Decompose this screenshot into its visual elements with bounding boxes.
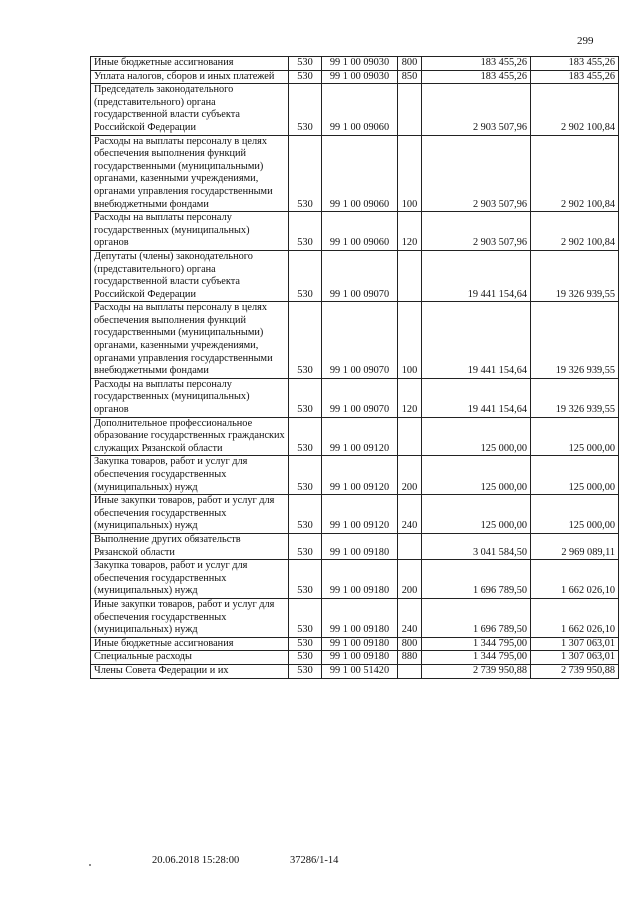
row-code-cell: 530: [289, 664, 322, 678]
row-sum2-cell: 19 326 939,55: [531, 378, 619, 417]
row-name-cell: Специальные расходы: [91, 651, 289, 665]
row-code-cell: 530: [289, 302, 322, 379]
row-sum2-cell: 2 902 100,84: [531, 212, 619, 251]
row-vr-cell: 200: [398, 456, 422, 495]
row-csr-cell: 99 1 00 09120: [322, 495, 398, 534]
table-row: [91, 70, 619, 84]
row-csr-cell: 99 1 00 09180: [322, 598, 398, 637]
table-row: [91, 135, 619, 212]
row-name-cell: Закупка товаров, работ и услуг для обеспечения государственных (муниципальных) нужд: [91, 560, 289, 599]
row-sum2-cell: 2 739 950,88: [531, 664, 619, 678]
row-csr-cell: 99 1 00 09070: [322, 250, 398, 301]
table-row: [91, 302, 619, 379]
row-code-cell: 530: [289, 417, 322, 456]
row-name-cell: Дополнительное профессиональное образование государственных гражданских служащих Рязанской области: [91, 417, 289, 456]
row-sum2-cell: 19 326 939,55: [531, 250, 619, 301]
row-name-cell: Уплата налогов, сборов и иных платежей: [91, 70, 289, 84]
row-sum2-cell: 125 000,00: [531, 417, 619, 456]
row-sum2-cell: 1 307 063,01: [531, 651, 619, 665]
row-vr-cell: 240: [398, 598, 422, 637]
row-csr-cell: 99 1 00 09060: [322, 84, 398, 135]
row-csr-cell: 99 1 00 09120: [322, 456, 398, 495]
row-vr-cell: 800: [398, 57, 422, 71]
row-sum1-cell: 2 903 507,96: [422, 84, 531, 135]
row-code-cell: 530: [289, 135, 322, 212]
row-code-cell: 530: [289, 560, 322, 599]
row-code-cell: 530: [289, 598, 322, 637]
table-row: [91, 57, 619, 71]
row-vr-cell: 100: [398, 302, 422, 379]
table-row: [91, 378, 619, 417]
table-row: [91, 664, 619, 678]
row-code-cell: 530: [289, 456, 322, 495]
row-csr-cell: 99 1 00 09120: [322, 417, 398, 456]
row-csr-cell: 99 1 00 09070: [322, 378, 398, 417]
row-name-cell: Расходы на выплаты персоналу государственных (муниципальных) органов: [91, 212, 289, 251]
budget-table: [90, 56, 619, 679]
page-number: 299: [577, 35, 594, 47]
row-sum2-cell: 183 455,26: [531, 57, 619, 71]
row-sum2-cell: 2 969 089,11: [531, 533, 619, 559]
row-csr-cell: 99 1 00 09180: [322, 533, 398, 559]
row-vr-cell: [398, 533, 422, 559]
row-vr-cell: 850: [398, 70, 422, 84]
row-sum1-cell: 19 441 154,64: [422, 378, 531, 417]
row-sum1-cell: 2 903 507,96: [422, 212, 531, 251]
row-code-cell: 530: [289, 533, 322, 559]
row-code-cell: 530: [289, 651, 322, 665]
row-name-cell: Депутаты (члены) законодательного (представительного) органа государственной власти субъекта Российской Федерации: [91, 250, 289, 301]
row-csr-cell: 99 1 00 09180: [322, 651, 398, 665]
row-sum2-cell: 19 326 939,55: [531, 302, 619, 379]
row-csr-cell: 99 1 00 09060: [322, 212, 398, 251]
row-sum1-cell: 183 455,26: [422, 70, 531, 84]
row-code-cell: 530: [289, 57, 322, 71]
row-sum2-cell: 125 000,00: [531, 495, 619, 534]
row-vr-cell: [398, 250, 422, 301]
row-sum1-cell: 2 903 507,96: [422, 135, 531, 212]
row-code-cell: 530: [289, 637, 322, 651]
row-sum2-cell: 1 307 063,01: [531, 637, 619, 651]
row-code-cell: 530: [289, 495, 322, 534]
row-sum1-cell: 1 344 795,00: [422, 651, 531, 665]
row-sum1-cell: 2 739 950,88: [422, 664, 531, 678]
row-vr-cell: 800: [398, 637, 422, 651]
row-sum1-cell: 1 696 789,50: [422, 560, 531, 599]
row-csr-cell: 99 1 00 09060: [322, 135, 398, 212]
row-vr-cell: [398, 84, 422, 135]
row-vr-cell: [398, 664, 422, 678]
scan-artifact: [89, 864, 91, 866]
row-name-cell: Члены Совета Федерации и их: [91, 664, 289, 678]
footer-datetime: 20.06.2018 15:28:00: [152, 855, 240, 866]
row-name-cell: Иные бюджетные ассигнования: [91, 57, 289, 71]
row-sum1-cell: 125 000,00: [422, 417, 531, 456]
row-name-cell: Иные закупки товаров, работ и услуг для обеспечения государственных (муниципальных) нужд: [91, 495, 289, 534]
row-sum1-cell: 3 041 584,50: [422, 533, 531, 559]
row-vr-cell: 100: [398, 135, 422, 212]
row-name-cell: Иные бюджетные ассигнования: [91, 637, 289, 651]
row-vr-cell: 200: [398, 560, 422, 599]
row-name-cell: Расходы на выплаты персоналу в целях обеспечения выполнения функций государственными (муниципальными) органами, казенными учреждениями, органами управления государственными внебюджетными фондами: [91, 302, 289, 379]
row-name-cell: Закупка товаров, работ и услуг для обеспечения государственных (муниципальных) нужд: [91, 456, 289, 495]
row-csr-cell: 99 1 00 09180: [322, 637, 398, 651]
table-row: [91, 533, 619, 559]
row-sum2-cell: 2 902 100,84: [531, 135, 619, 212]
row-csr-cell: 99 1 00 09030: [322, 70, 398, 84]
table-row: [91, 598, 619, 637]
row-sum2-cell: 1 662 026,10: [531, 560, 619, 599]
row-code-cell: 530: [289, 250, 322, 301]
row-sum2-cell: 2 902 100,84: [531, 84, 619, 135]
table-row: [91, 417, 619, 456]
row-csr-cell: 99 1 00 51420: [322, 664, 398, 678]
table-row: [91, 250, 619, 301]
row-sum1-cell: 125 000,00: [422, 495, 531, 534]
row-sum1-cell: 1 696 789,50: [422, 598, 531, 637]
table-row: [91, 84, 619, 135]
row-sum1-cell: 19 441 154,64: [422, 302, 531, 379]
row-vr-cell: 120: [398, 378, 422, 417]
row-code-cell: 530: [289, 70, 322, 84]
row-sum2-cell: 1 662 026,10: [531, 598, 619, 637]
row-vr-cell: 880: [398, 651, 422, 665]
row-csr-cell: 99 1 00 09030: [322, 57, 398, 71]
row-name-cell: Расходы на выплаты персоналу государственных (муниципальных) органов: [91, 378, 289, 417]
table-row: [91, 651, 619, 665]
row-name-cell: Иные закупки товаров, работ и услуг для обеспечения государственных (муниципальных) нужд: [91, 598, 289, 637]
table-row: [91, 637, 619, 651]
row-sum2-cell: 125 000,00: [531, 456, 619, 495]
row-code-cell: 530: [289, 212, 322, 251]
row-vr-cell: 120: [398, 212, 422, 251]
row-name-cell: Выполнение других обязательств Рязанской области: [91, 533, 289, 559]
budget-table-body: [91, 57, 619, 679]
row-name-cell: Председатель законодательного (представительного) органа государственной власти субъекта Российской Федерации: [91, 84, 289, 135]
row-vr-cell: 240: [398, 495, 422, 534]
row-sum1-cell: 183 455,26: [422, 57, 531, 71]
row-csr-cell: 99 1 00 09180: [322, 560, 398, 599]
table-row: [91, 456, 619, 495]
row-sum2-cell: 183 455,26: [531, 70, 619, 84]
row-code-cell: 530: [289, 84, 322, 135]
row-sum1-cell: 1 344 795,00: [422, 637, 531, 651]
row-vr-cell: [398, 417, 422, 456]
row-name-cell: Расходы на выплаты персоналу в целях обеспечения выполнения функций государственными (муниципальными) органами, казенными учреждениями, органами управления государственными внебюджетными фондами: [91, 135, 289, 212]
row-sum1-cell: 19 441 154,64: [422, 250, 531, 301]
table-row: [91, 212, 619, 251]
table-row: [91, 560, 619, 599]
footer-document-id: 37286/1-14: [290, 855, 339, 866]
table-row: [91, 495, 619, 534]
row-csr-cell: 99 1 00 09070: [322, 302, 398, 379]
row-sum1-cell: 125 000,00: [422, 456, 531, 495]
row-code-cell: 530: [289, 378, 322, 417]
